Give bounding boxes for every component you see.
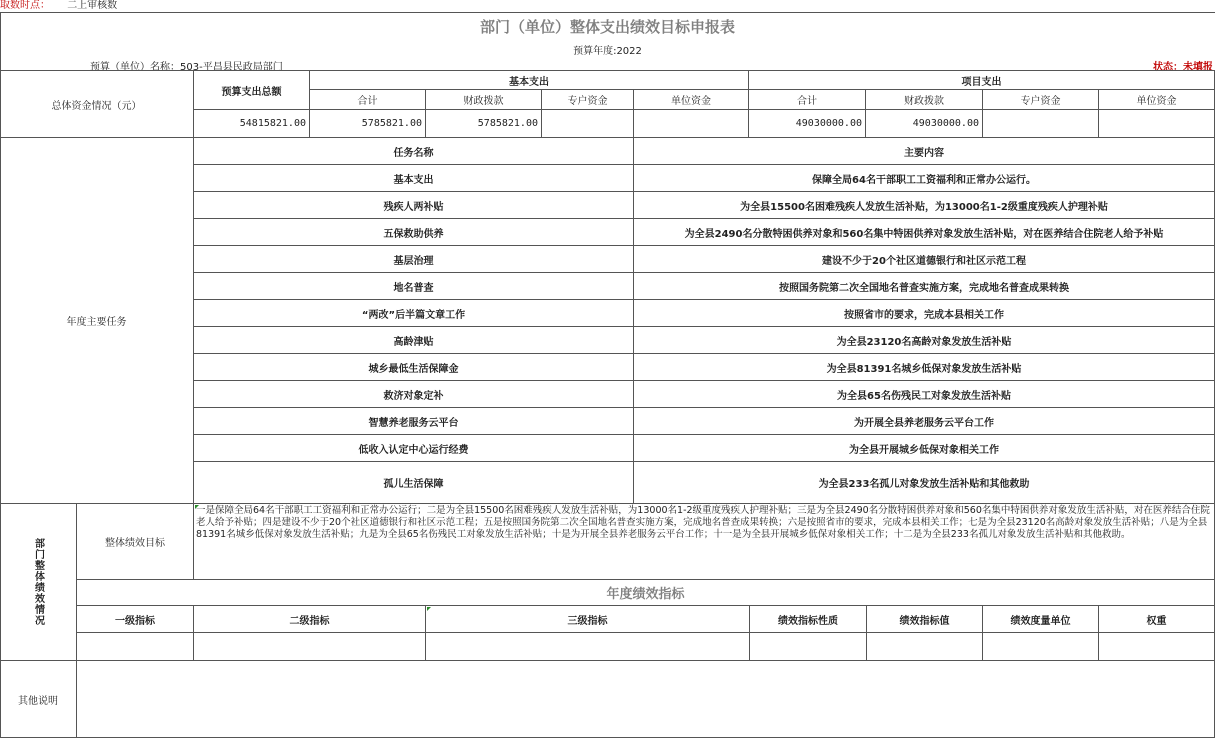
project-sum-value[interactable]: 49030000.00 bbox=[749, 110, 866, 138]
task-name-cell[interactable]: 基本支出 bbox=[194, 165, 634, 192]
basic-special-header: 专户资金 bbox=[542, 90, 634, 110]
unit-name: 预算（单位）名称：503-平昌县民政局部门 bbox=[90, 62, 283, 73]
basic-group-header: 基本支出 bbox=[310, 70, 749, 90]
task-name-cell[interactable]: “两改”后半篇文章工作 bbox=[194, 300, 634, 327]
project-group-header: 项目支出 bbox=[749, 70, 1215, 90]
project-special-header: 专户资金 bbox=[983, 90, 1099, 110]
comment-marker-icon bbox=[195, 505, 199, 509]
indicator-level1-cell[interactable] bbox=[77, 633, 194, 661]
project-unit-header: 单位资金 bbox=[1099, 90, 1215, 110]
goal-text[interactable] bbox=[194, 504, 1215, 580]
other-notes-field[interactable] bbox=[77, 661, 1215, 738]
tasks-row-label: 年度主要任务 bbox=[0, 138, 194, 504]
top-bar-label: 取数时点： bbox=[0, 0, 50, 11]
task-content-cell[interactable]: 建设不少于20个社区道德银行和社区示范工程 bbox=[634, 246, 1215, 273]
basic-fiscal-value[interactable]: 5785821.00 bbox=[426, 110, 542, 138]
project-sum-header: 合计 bbox=[749, 90, 866, 110]
basic-sum-value[interactable]: 5785821.00 bbox=[310, 110, 426, 138]
task-content-cell[interactable]: 为全县23120名高龄对象发放生活补贴 bbox=[634, 327, 1215, 354]
basic-fiscal-header: 财政拨款 bbox=[426, 90, 542, 110]
indicator-level3-header: 三级指标 bbox=[426, 606, 750, 633]
basic-special-value[interactable] bbox=[542, 110, 634, 138]
task-name-cell[interactable]: 城乡最低生活保障金 bbox=[194, 354, 634, 381]
total-value[interactable]: 54815821.00 bbox=[194, 110, 310, 138]
top-bar bbox=[0, 0, 117, 12]
task-name-cell[interactable]: 残疾人两补贴 bbox=[194, 192, 634, 219]
task-name-cell[interactable]: 地名普查 bbox=[194, 273, 634, 300]
task-name-cell[interactable]: 孤儿生活保障 bbox=[194, 462, 634, 504]
indicator-nature-cell[interactable] bbox=[750, 633, 867, 661]
basic-unit-value[interactable] bbox=[634, 110, 749, 138]
task-content-cell[interactable]: 保障全局64名干部职工工资福利和正常办公运行。 bbox=[634, 165, 1215, 192]
basic-sum-header: 合计 bbox=[310, 90, 426, 110]
indicator-value-header: 绩效指标值 bbox=[867, 606, 983, 633]
task-name-cell[interactable]: 智慧养老服务云平台 bbox=[194, 408, 634, 435]
task-name-cell[interactable]: 五保救助供养 bbox=[194, 219, 634, 246]
total-label: 预算支出总额 bbox=[194, 70, 310, 110]
comment-marker-icon bbox=[427, 607, 431, 611]
other-notes-label: 其他说明 bbox=[0, 661, 77, 738]
task-content-cell[interactable]: 按照国务院第二次全国地名普查实施方案，完成地名普查成果转换 bbox=[634, 273, 1215, 300]
form-title: 部门（单位）整体支出绩效目标申报表 bbox=[479, 18, 735, 36]
indicator-weight-header: 权重 bbox=[1099, 606, 1215, 633]
indicator-level2-cell[interactable] bbox=[194, 633, 426, 661]
task-content-cell[interactable]: 为开展全县养老服务云平台工作 bbox=[634, 408, 1215, 435]
task-content-cell[interactable]: 为全县233名孤儿对象发放生活补贴和其他救助 bbox=[634, 462, 1215, 504]
indicator-weight-cell[interactable] bbox=[1099, 633, 1215, 661]
task-name-header: 任务名称 bbox=[194, 138, 634, 165]
indicator-value-cell[interactable] bbox=[867, 633, 983, 661]
task-content-cell[interactable]: 为全县开展城乡低保对象相关工作 bbox=[634, 435, 1215, 462]
indicator-level3-cell[interactable] bbox=[426, 633, 750, 661]
task-name-cell[interactable]: 低收入认定中心运行经费 bbox=[194, 435, 634, 462]
basic-unit-header: 单位资金 bbox=[634, 90, 749, 110]
top-bar-value: 二上审核数 bbox=[67, 0, 118, 11]
task-content-cell[interactable]: 为全县15500名困难残疾人发放生活补贴，为13000名1-2级重度残疾人护理补贴 bbox=[634, 192, 1215, 219]
funds-row-label: 总体资金情况（元） bbox=[0, 70, 194, 138]
project-special-value[interactable] bbox=[983, 110, 1099, 138]
task-content-cell[interactable]: 为全县2490名分散特困供养对象和560名集中特困供养对象发放生活补贴，对在医养结合住院老人给予补贴 bbox=[634, 219, 1215, 246]
task-name-cell[interactable]: 救济对象定补 bbox=[194, 381, 634, 408]
indicator-unit-header: 绩效度量单位 bbox=[983, 606, 1099, 633]
goal-label: 整体绩效目标 bbox=[77, 504, 194, 580]
status-label: 状态：未填报 bbox=[1153, 62, 1213, 73]
task-content-cell[interactable]: 按照省市的要求，完成本县相关工作 bbox=[634, 300, 1215, 327]
project-fiscal-header: 财政拨款 bbox=[866, 90, 983, 110]
task-content-cell[interactable]: 为全县81391名城乡低保对象发放生活补贴 bbox=[634, 354, 1215, 381]
indicators-title: 年度绩效指标 bbox=[77, 580, 1215, 606]
indicator-level1-header: 一级指标 bbox=[77, 606, 194, 633]
indicator-unit-cell[interactable] bbox=[983, 633, 1099, 661]
budget-year: 预算年度:2022 bbox=[573, 46, 642, 57]
performance-side-label bbox=[0, 504, 77, 661]
task-content-cell[interactable]: 为全县65名伤残民工对象发放生活补贴 bbox=[634, 381, 1215, 408]
indicator-level2-header: 二级指标 bbox=[194, 606, 426, 633]
task-name-cell[interactable]: 基层治理 bbox=[194, 246, 634, 273]
project-unit-value[interactable] bbox=[1099, 110, 1215, 138]
project-fiscal-value[interactable]: 49030000.00 bbox=[866, 110, 983, 138]
task-content-header: 主要内容 bbox=[634, 138, 1215, 165]
goal-text-body: 一是保障全局64名干部职工工资福利和正常办公运行；二是为全县15500名困难残疾人发放生活补贴，为13000名1-2级重度残疾人护理补贴；三是为全县2490名分散特困供养对象和560名集中特困供养对象发放生活补贴，对在医养结合住院老人给予补贴；四是建设不少于20个社区道德银行和社区示范工程；五是按照国务院第二次全国地名普查实施方案，完成地名普查成果转换；六是按照省市的要求，完成本县相关工作；七是为全县23120名高龄对象发放生活补贴；八是为全县81391名城乡低保对象发放生活补贴；九是为全县65名伤残民工对象发放生活补贴；十是为开展全县养老服务云平台工作；十一是为全县开展城乡低保对象相关工作；十二是为全县233名孤儿对象发放生活补贴和其他救助。 bbox=[196, 505, 1210, 540]
task-name-cell[interactable]: 高龄津贴 bbox=[194, 327, 634, 354]
indicator-nature-header: 绩效指标性质 bbox=[750, 606, 867, 633]
performance-side-text: 部门整体绩效情况 bbox=[32, 538, 44, 626]
